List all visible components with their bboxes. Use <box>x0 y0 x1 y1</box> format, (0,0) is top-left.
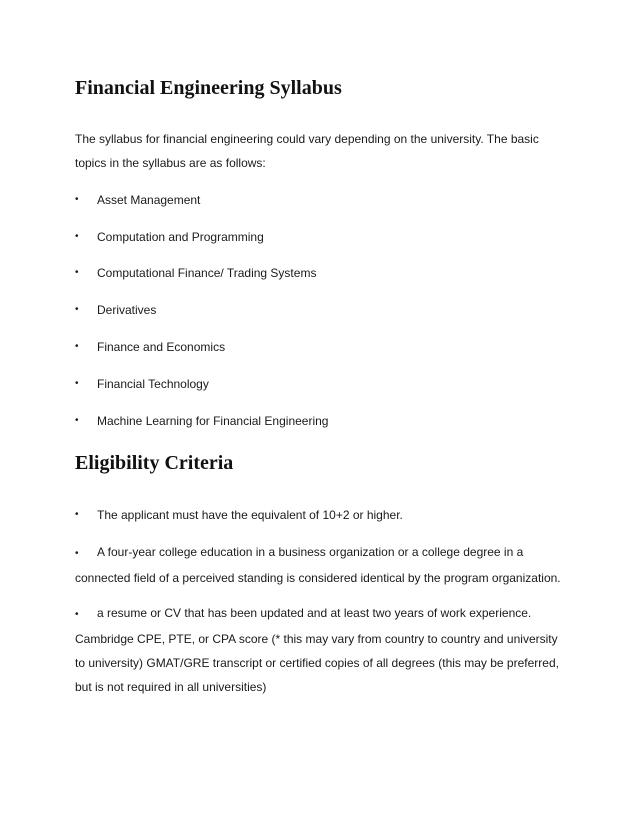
syllabus-topic-text: Asset Management <box>97 193 201 207</box>
bullet-icon: • <box>75 609 79 620</box>
bullet-icon: • <box>75 267 79 278</box>
bullet-icon: • <box>75 415 79 426</box>
bullet-icon: • <box>75 341 79 352</box>
syllabus-topic-text: Financial Technology <box>97 377 209 391</box>
syllabus-topic-text: Computation and Programming <box>97 230 264 244</box>
bullet-icon: • <box>75 548 79 559</box>
syllabus-topic-text: Machine Learning for Financial Engineering <box>97 414 329 428</box>
syllabus-heading: Financial Engineering Syllabus <box>75 77 342 99</box>
syllabus-topic-text: Derivatives <box>97 303 157 317</box>
syllabus-topic-text: Computational Finance/ Trading Systems <box>97 266 317 280</box>
bullet-icon: • <box>75 231 79 242</box>
bullet-icon: • <box>75 378 79 389</box>
bullet-icon: • <box>75 509 79 520</box>
syllabus-intro: The syllabus for financial engineering could vary depending on the university. The basic topics in the syllabus are as follows: <box>75 132 539 170</box>
eligibility-item-text: The applicant must have the equivalent of 10+2 or higher. <box>97 508 403 522</box>
eligibility-list-item <box>75 540 567 590</box>
eligibility-item-text: a resume or CV that has been updated and at least two years of work experience. Cambridge CPE, PTE, or CPA score (* this may vary from country to country and university to university) GMAT/GRE transcript or certified copies of all degrees (this may be preferred, but is not required in all universities) <box>75 606 559 694</box>
eligibility-item-text: A four-year college education in a business organization or a college degree in a connected field of a perceived standing is considered identical by the program organization. <box>75 545 561 585</box>
bullet-icon: • <box>75 194 79 205</box>
bullet-icon: • <box>75 304 79 315</box>
eligibility-list-item <box>75 601 567 699</box>
syllabus-topic-text: Finance and Economics <box>97 340 226 354</box>
eligibility-heading: Eligibility Criteria <box>75 452 234 474</box>
